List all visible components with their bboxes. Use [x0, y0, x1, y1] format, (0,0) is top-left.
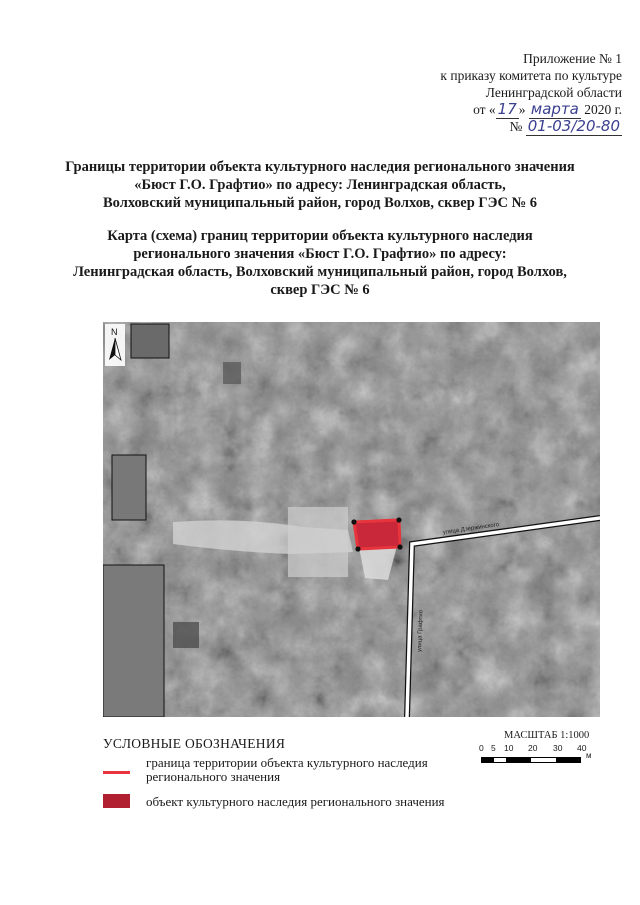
- scale-tick-label: 0: [479, 743, 484, 753]
- aerial-grain: [103, 322, 600, 717]
- legend-item-boundary: граница территории объекта культурного наследия регионального значения: [146, 755, 428, 784]
- building-outline: [131, 324, 169, 358]
- scale-title: МАСШТАБ 1:1000: [504, 730, 590, 741]
- scale-segment: [482, 758, 494, 762]
- boundary-legend-symbol: [103, 771, 130, 774]
- heritage-object-territory: [351, 517, 402, 551]
- scale-tick-label: 5: [491, 743, 496, 753]
- annex-region: Ленинградской области: [485, 85, 622, 100]
- scale-tick-label: 20: [528, 743, 538, 753]
- handwritten-month: марта: [530, 100, 579, 118]
- north-label: N: [111, 327, 118, 337]
- scale-unit: м: [586, 751, 592, 760]
- scale-segment: [556, 758, 581, 762]
- annex-order: к приказу комитета по культуре: [440, 68, 622, 83]
- annex-order-number: № 01-03/20-80: [509, 117, 620, 135]
- scale-tick-label: 40: [577, 743, 587, 753]
- handwritten-number: 01-03/20-80: [527, 117, 620, 135]
- street-label-top: улица Дзержинского: [442, 522, 500, 536]
- scale-bar: [476, 730, 606, 763]
- document-title: Границы территории объекта культурного наследия регионального значения «Бюст Г.О. Графтио» по адресу: Ленинградская область, Волховский муниципальный район, город Волхов, сквер ГЭС № 6: [65, 159, 575, 211]
- scale-tick-label: 30: [553, 743, 563, 753]
- building-shadow: [223, 362, 241, 384]
- legend-title: УСЛОВНЫЕ ОБОЗНАЧЕНИЯ: [103, 736, 286, 751]
- scale-tick-label: 10: [504, 743, 514, 753]
- handwritten-day: 17: [497, 100, 517, 118]
- legend-item-object: объект культурного наследия регионального значения: [146, 794, 445, 809]
- object-legend-symbol: [103, 794, 130, 808]
- building-outline: [112, 455, 146, 520]
- annex-number: Приложение № 1: [523, 51, 622, 66]
- annex-date: от « 17 » марта 2020 г.: [473, 100, 622, 118]
- scale-segment: [506, 758, 531, 762]
- building-shadow: [173, 622, 199, 648]
- plaza-area: [288, 507, 348, 577]
- map-title: Карта (схема) границ территории объекта культурного наследия регионального значения «Бюст Г.О. Графтио» по адресу: Ленинградская область, Волховский муниципальный район, город Волхов, сквер ГЭС № 6: [73, 228, 567, 298]
- scale-bar-graphic: [481, 757, 581, 763]
- site-map: [103, 322, 600, 717]
- building-outline: [103, 565, 164, 717]
- street-label-side: улица Графтио: [417, 609, 425, 653]
- annex-header: [362, 50, 622, 135]
